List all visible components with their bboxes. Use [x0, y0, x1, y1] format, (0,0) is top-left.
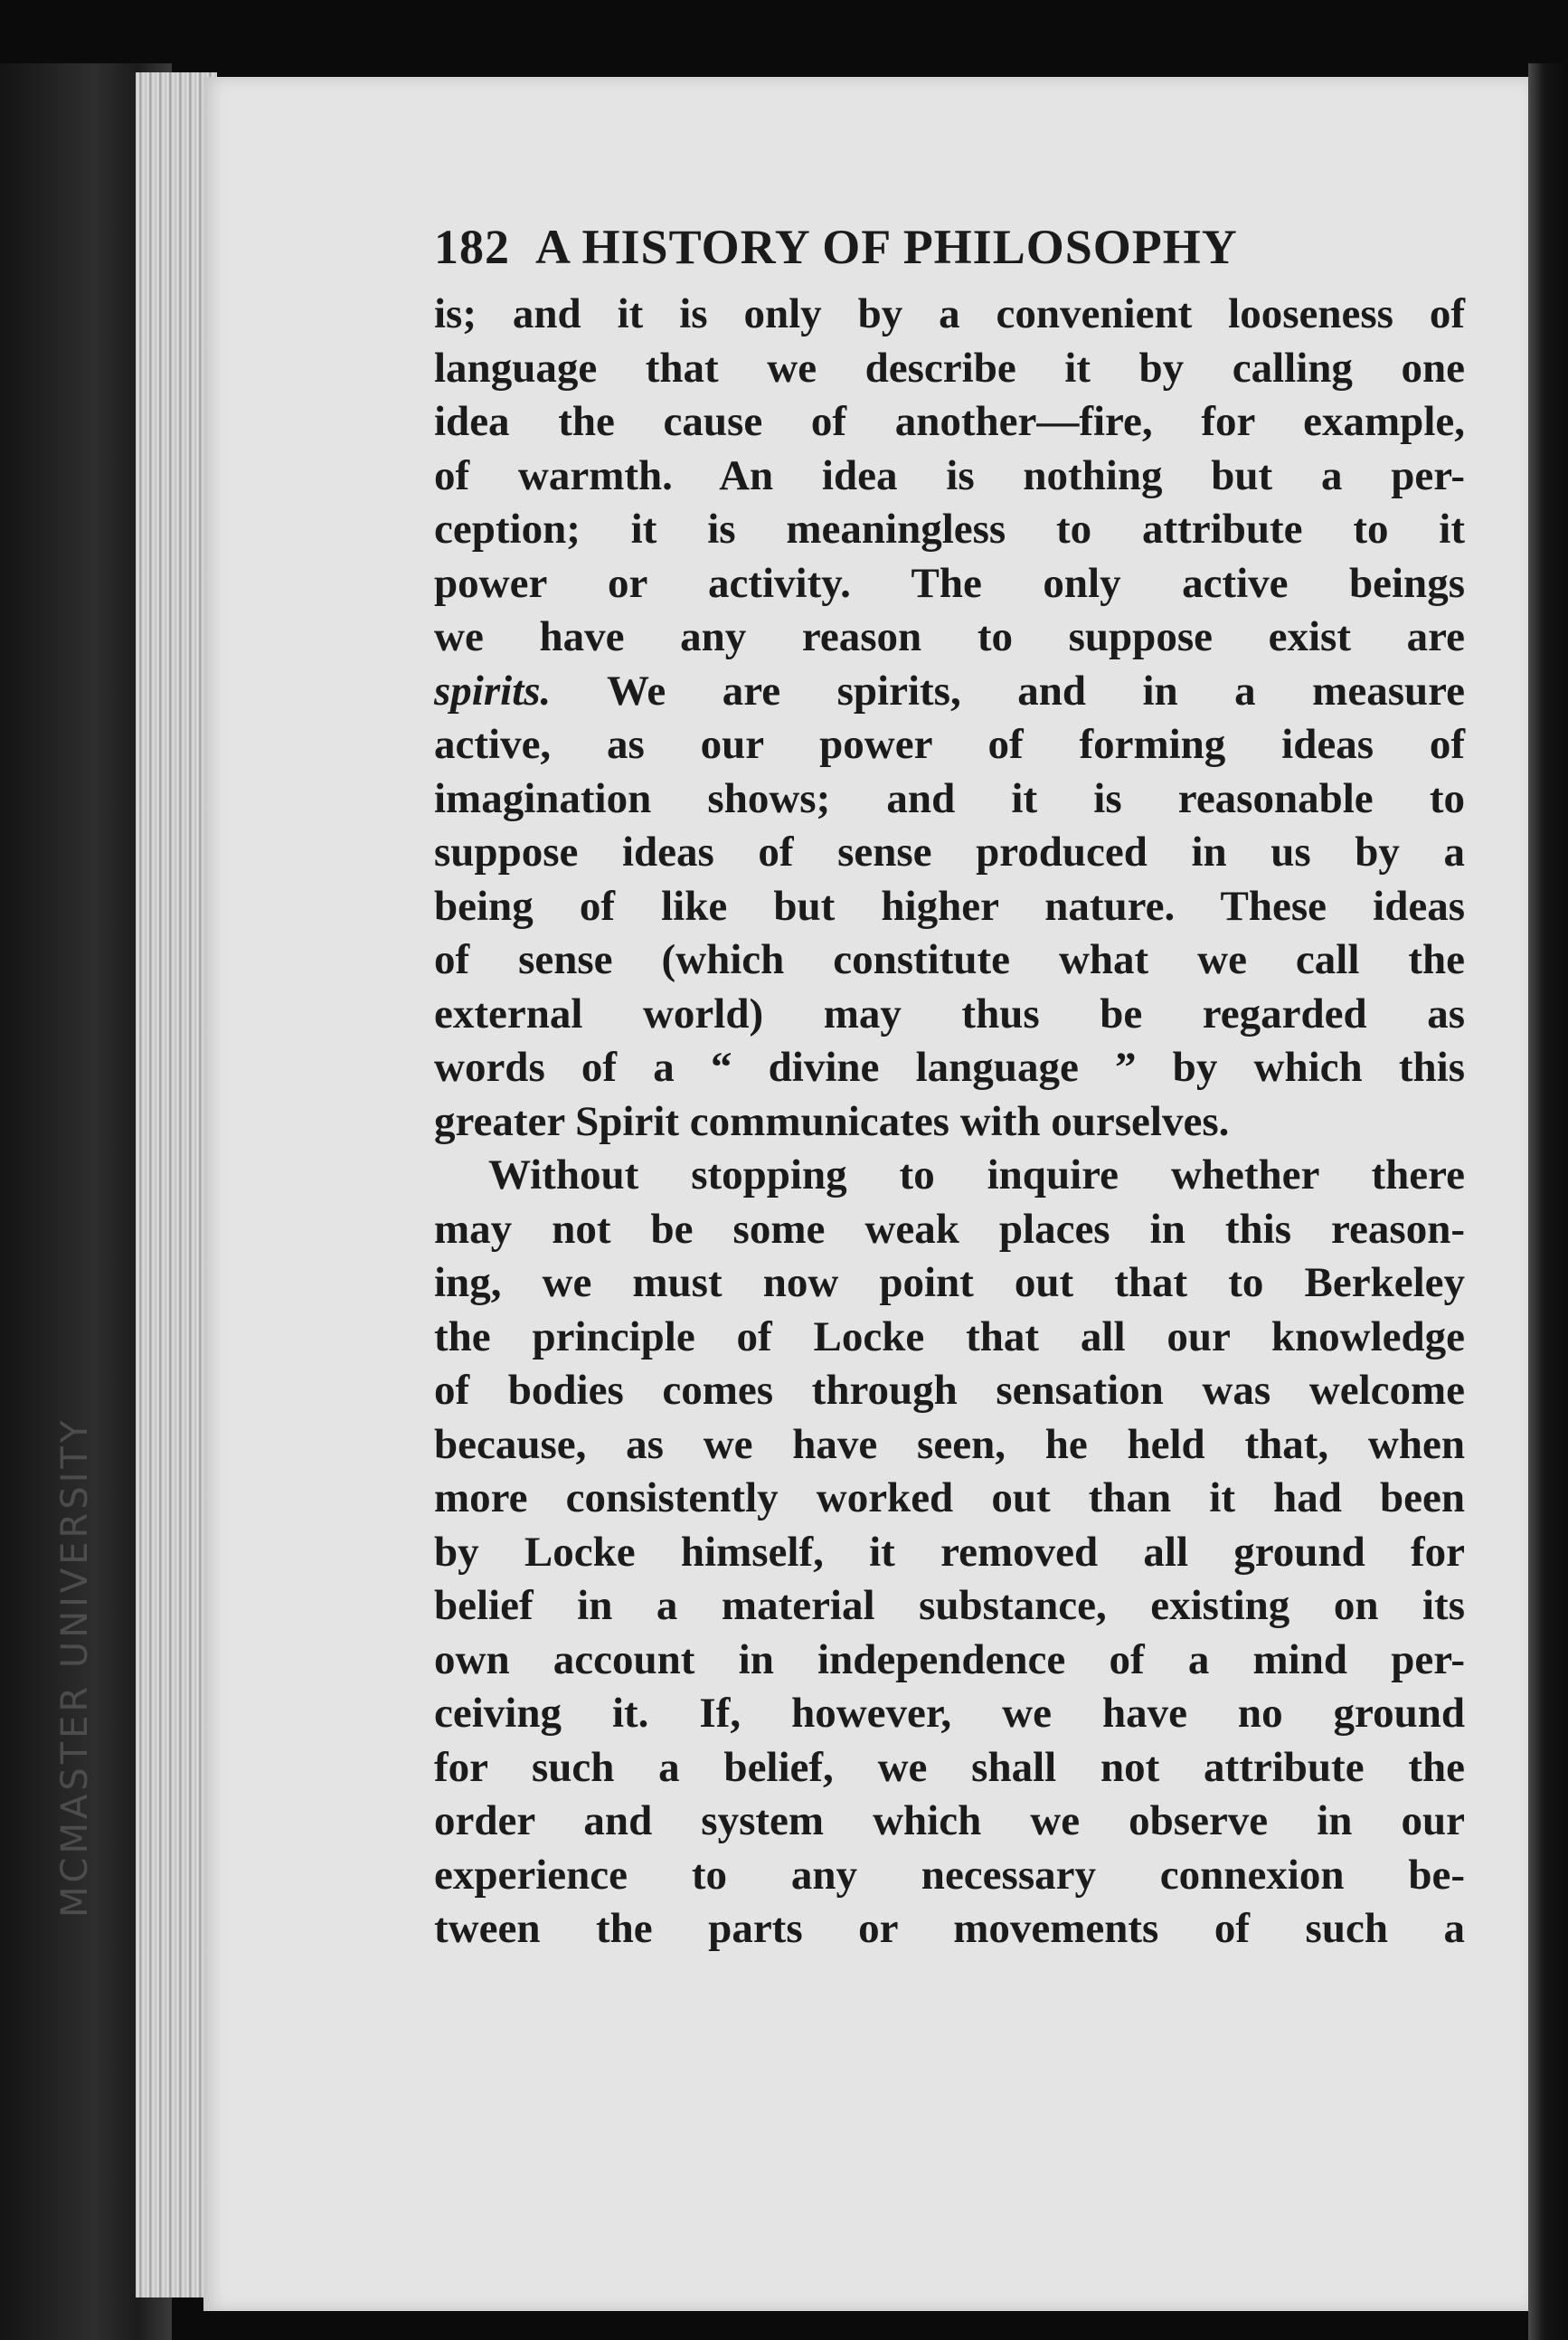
text-line: belief in a material substance, existing on its	[434, 1582, 1465, 1629]
text-line: more consistently worked out than it had been	[434, 1474, 1465, 1521]
page-text-block	[434, 206, 1465, 1956]
text-line: for such a belief, we shall not attribute the	[434, 1743, 1465, 1791]
right-scan-border	[1528, 63, 1568, 2340]
text-line: suppose ideas of sense produced in us by a	[434, 829, 1465, 876]
text-line: tween the parts or movements of such a	[434, 1905, 1465, 1952]
text-line: we have any reason to suppose exist are	[434, 613, 1465, 660]
text-line: of sense (which constitute what we call the	[434, 936, 1465, 983]
text-line: ceiving it. If, however, we have no ground	[434, 1690, 1465, 1737]
text-line: Without stopping to inquire whether there	[488, 1151, 1465, 1198]
text-line: external world) may thus be regarded as	[434, 990, 1465, 1037]
page-number: 182	[434, 220, 510, 274]
text-line: own account in independence of a mind per-	[434, 1635, 1465, 1683]
text-line: ing, we must now point out that to Berkeley	[434, 1259, 1465, 1306]
emphasized-word: spirits.	[434, 667, 552, 715]
spine-stamp-text: MCMASTER UNIVERSITY	[54, 1416, 96, 1918]
text-line: language that we describe it by calling one	[434, 344, 1465, 392]
running-title: A HISTORY OF PHILOSOPHY	[535, 220, 1238, 274]
text-line: greater Spirit communicates with ourselves.	[434, 1097, 1230, 1145]
text-line: imagination shows; and it is reasonable to	[434, 774, 1465, 822]
text-line: of warmth. An idea is nothing but a per-	[434, 451, 1465, 499]
text-line: idea the cause of another—fire, for example,	[434, 398, 1465, 445]
text-line-remainder: We are spirits, and in a measure	[606, 667, 1465, 715]
text-line: may not be some weak places in this reason-	[434, 1205, 1465, 1253]
running-head	[434, 206, 1465, 288]
text-line: by Locke himself, it removed all ground for	[434, 1528, 1465, 1576]
text-line: order and system which we observe in our	[434, 1797, 1465, 1844]
text-line: words of a “ divine language ” by which this	[434, 1044, 1465, 1091]
text-line: experience to any necessary connexion be-	[434, 1851, 1465, 1899]
text-line: power or activity. The only active beings	[434, 559, 1465, 607]
text-line: being of like but higher nature. These ideas	[434, 882, 1465, 930]
text-line	[434, 665, 1465, 719]
text-line: is; and it is only by a convenient looseness of	[434, 290, 1465, 337]
text-line: the principle of Locke that all our knowledge	[434, 1312, 1465, 1360]
text-line: because, as we have seen, he held that, when	[434, 1420, 1465, 1468]
text-line: ception; it is meaningless to attribute to it	[434, 506, 1465, 553]
text-line: of bodies comes through sensation was welcome	[434, 1367, 1465, 1414]
text-line: active, as our power of forming ideas of	[434, 721, 1465, 768]
